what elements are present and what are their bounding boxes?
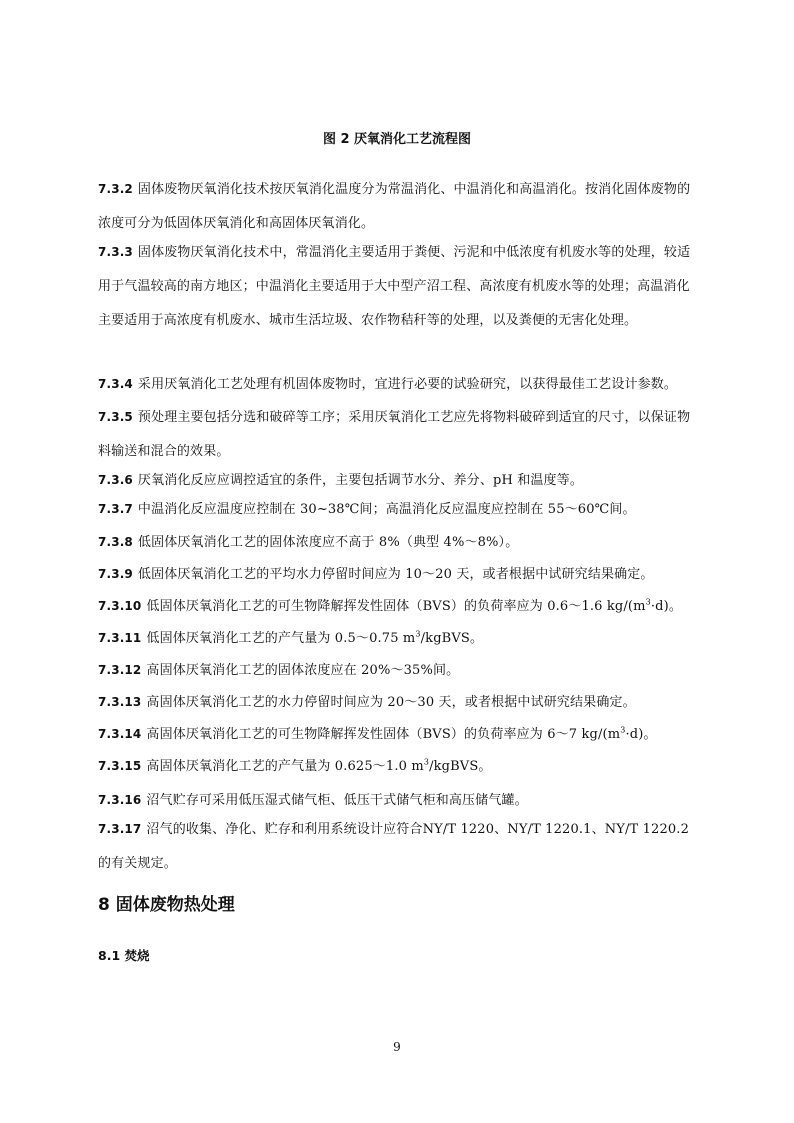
- clause-7-3-11: 7.3.11 低固体厌氧消化工艺的产气量为 0.5～0.75 $m^3$/kgBVS。: [98, 629, 484, 646]
- clause-7-3-7: 7.3.7 中温消化反应温度应控制在 30~38℃间；高温消化反应温度应控制在 55～60℃间。: [98, 502, 636, 517]
- clause-7-3-15: 7.3.15 高固体厌氧消化工艺的产气量为 0.625～1.0 $m^3$/kgBVS。: [98, 757, 492, 774]
- clause-7-3-6: 7.3.6 厌氧消化反应应调控适宜的条件，主要包括调节水分、养分、pH 和温度等。: [98, 473, 583, 488]
- clause-7-3-3: 7.3.3 固体废物厌氧消化技术中，常温消化主要适用于粪便、污泥和中低浓度有机废水等的处理，较适用于气温较高的南方地区；中温消化主要适用于大中型产沼工程、高浓度有机废水等的处理；高温消化主要适用于高浓度有机废水、城市生活垃圾、农作物秸秆等的处理，以及粪便的无害化处理。: [98, 245, 691, 328]
- clause-7-3-8: 7.3.8 低固体厌氧消化工艺的固体浓度应不高于 8%（典型 4%～8%）。: [98, 535, 519, 550]
- clause-7-3-14: 7.3.14 高固体厌氧消化工艺的可生物降解挥发性固体（BVS）的负荷率应为 6～7 $kg/(m^3\cdot d)$。: [98, 725, 657, 742]
- clause-7-3-10: 7.3.10 低固体厌氧消化工艺的可生物降解挥发性固体（BVS）的负荷率应为 0.6～1.6 $kg/(m^3\cdot d)$。: [98, 597, 683, 614]
- clause-7-3-17: 7.3.17 沼气的收集、净化、贮存和利用系统设计应符合NY/T 1220、NY/T 1220.1、NY/T 1220.2的有关规定。: [98, 822, 690, 871]
- clause-7-3-13: 7.3.13 高固体厌氧消化工艺的水力停留时间应为 20～30 天，或者根据中试研究结果确定。: [98, 695, 636, 710]
- section-heading: 8 固体废物热处理: [98, 895, 235, 915]
- clause-7-3-16: 7.3.16 沼气贮存可采用低压湿式储气柜、低压干式储气柜和高压储气罐。: [98, 793, 528, 808]
- clause-7-3-2: 7.3.2 固体废物厌氧消化技术按厌氧消化温度分为常温消化、中温消化和高温消化。按消化固体废物的浓度可分为低固体厌氧消化和高固体厌氧消化。: [98, 182, 691, 231]
- clause-7-3-12: 7.3.12 高固体厌氧消化工艺的固体浓度应在 20%～35%间。: [98, 663, 460, 678]
- subsection-heading: 8.1 焚烧: [98, 948, 150, 963]
- clause-7-3-9: 7.3.9 低固体厌氧消化工艺的平均水力停留时间应为 10～20 天，或者根据中试研究结果确定。: [98, 567, 654, 582]
- figure-caption: 图 2 厌氧消化工艺流程图: [322, 132, 472, 147]
- page-number: 9: [393, 1040, 401, 1054]
- clause-7-3-5: 7.3.5 预处理主要包括分选和破碎等工序；采用厌氧消化工艺应先将物料破碎到适宜的尺寸，以保证物料输送和混合的效果。: [98, 410, 691, 459]
- clause-7-3-4: 7.3.4 采用厌氧消化工艺处理有机固体废物时，宜进行必要的试验研究，以获得最佳工艺设计参数。: [98, 377, 678, 392]
